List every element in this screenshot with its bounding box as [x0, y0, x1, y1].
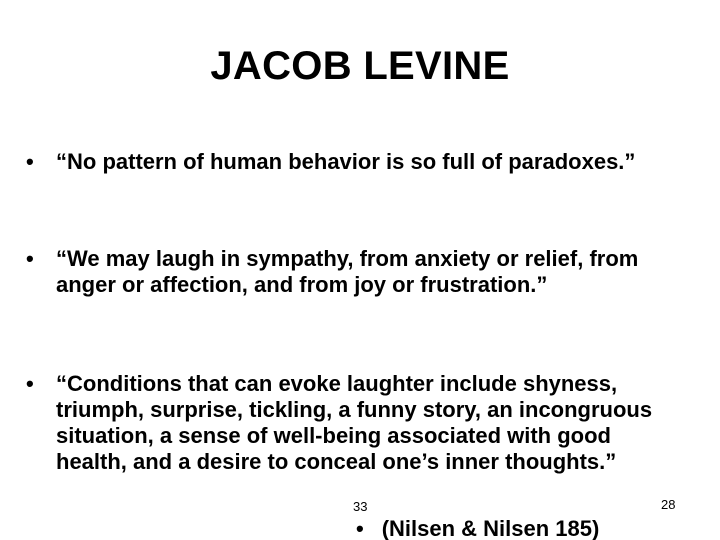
bullet-item	[26, 149, 666, 175]
bullet-dot: •	[26, 149, 34, 174]
citation-bullet-dot: •	[356, 516, 364, 540]
bullet-item	[26, 371, 666, 475]
bullet-text: “No pattern of human behavior is so full of paradoxes.”	[56, 149, 636, 174]
bullet-dot: •	[26, 371, 34, 396]
slide-title: JACOB LEVINE	[210, 44, 510, 88]
bullet-dot: •	[26, 246, 34, 271]
bullet-item	[26, 246, 666, 298]
bullet-text: “We may laugh in sympathy, from anxiety or relief, from anger or affection, and from joy or frustration.”	[56, 246, 639, 297]
bullet-text: “Conditions that can evoke laughter include shyness, triumph, surprise, tickling, a funny story, an incongruous situation, a sense of well-being associated with good health, and a desire to conceal one’s inner thoughts.”	[56, 371, 653, 474]
overlay-slide-number: 33	[353, 499, 368, 514]
citation-text: (Nilsen & Nilsen 185)	[381, 516, 600, 540]
page-number: 28	[661, 497, 676, 512]
citation	[356, 516, 599, 540]
